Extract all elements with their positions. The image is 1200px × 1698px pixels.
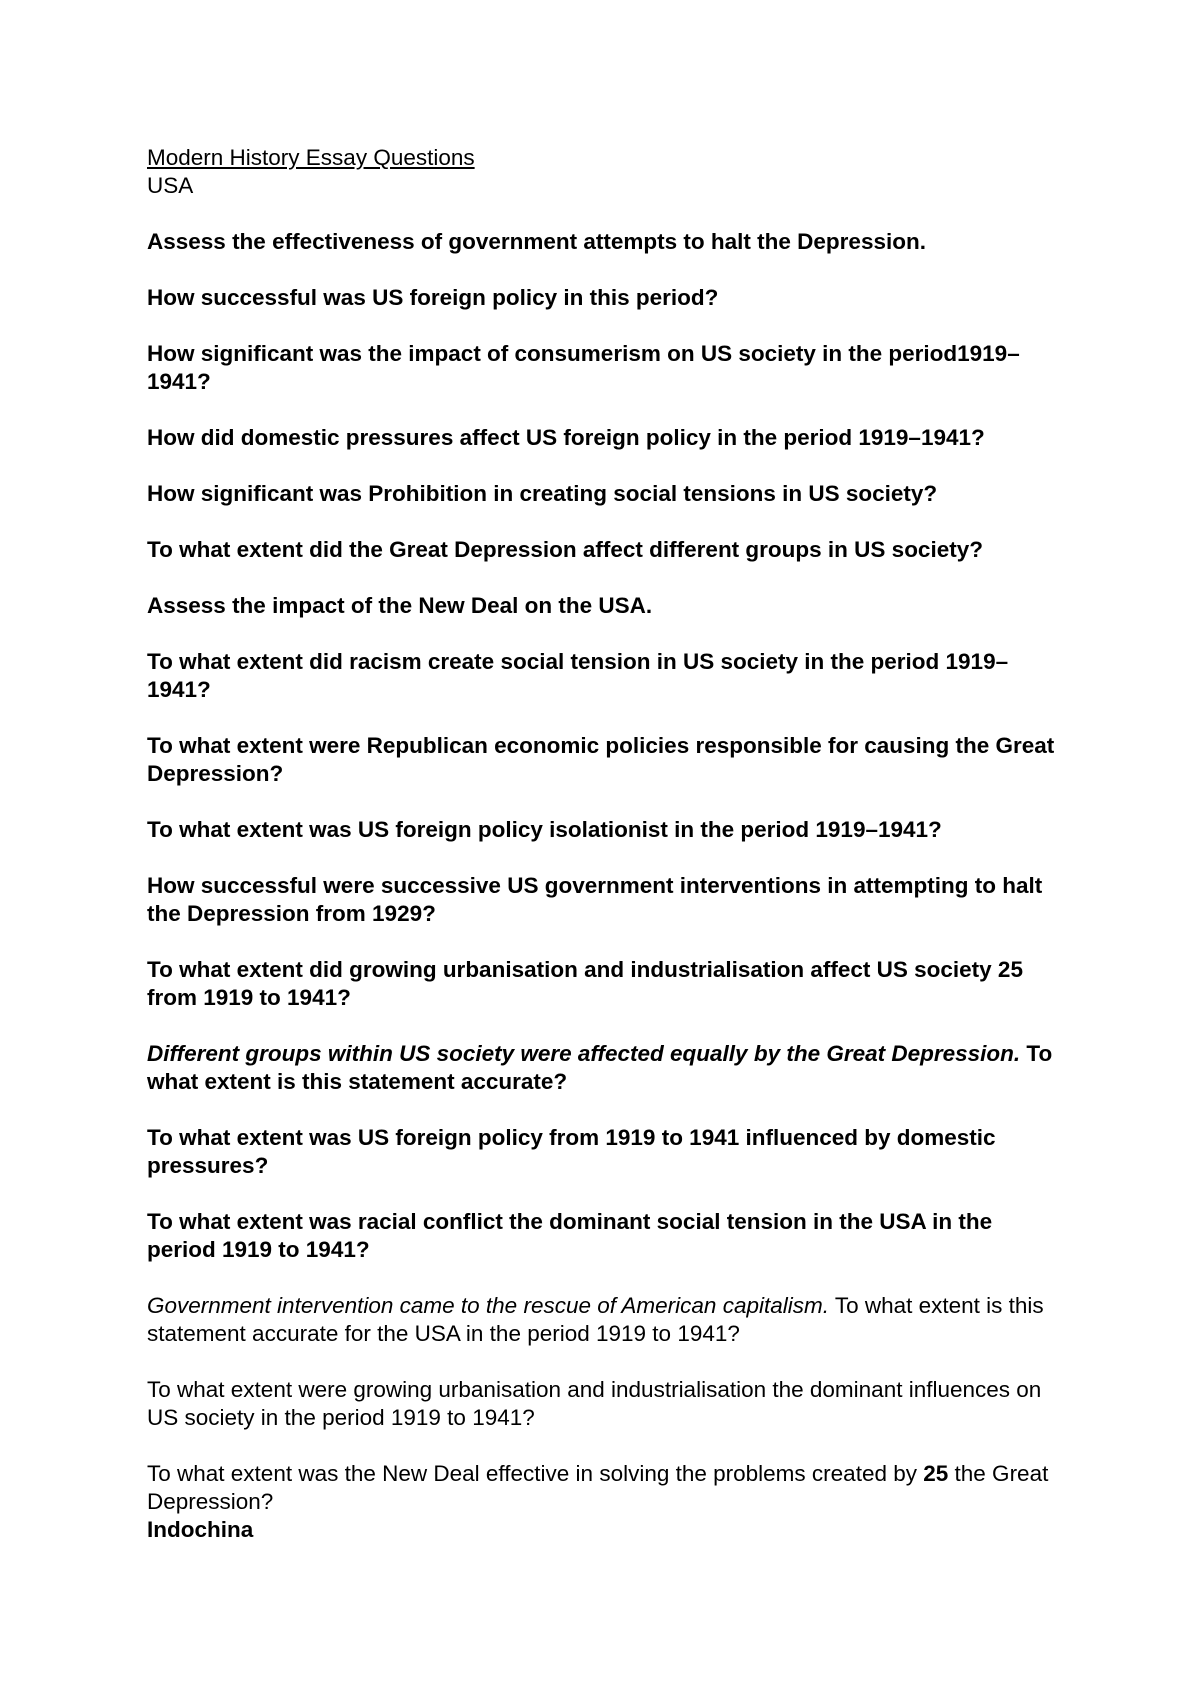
- question-16: [147, 1292, 1067, 1348]
- question-11: How successful were successive US government interventions in attempting to halt the Depression from 1929?: [147, 873, 1043, 926]
- question-6: To what extent did the Great Depression affect different groups in US society?: [147, 537, 983, 562]
- question-13-prompt: To what extent is this statement accurate?: [147, 1041, 1053, 1094]
- question-9: To what extent were Republican economic policies responsible for causing the Great Depression?: [147, 733, 1055, 786]
- question-18-part-1: To what extent was the New Deal effective in solving the problems created by: [147, 1461, 924, 1486]
- section-heading-usa: USA: [147, 173, 194, 198]
- question-18-bold-number: 25: [923, 1461, 949, 1486]
- spacer: [147, 200, 1067, 228]
- question-17: To what extent were growing urbanisation and industrialisation the dominant influences on US society in the period 1919 to 1941?: [147, 1377, 1042, 1430]
- question-18-part-2: the Great Depression?: [147, 1461, 1049, 1514]
- question-3: How significant was the impact of consumerism on US society in the period1919–1941?: [147, 341, 1020, 394]
- question-12: To what extent did growing urbanisation and industrialisation affect US society 25 from 1919 to 1941?: [147, 957, 1023, 1010]
- question-8: To what extent did racism create social tension in US society in the period 1919–1941?: [147, 649, 1009, 702]
- document-page: [147, 144, 1067, 1544]
- question-2: How successful was US foreign policy in this period?: [147, 285, 719, 310]
- question-10: To what extent was US foreign policy isolationist in the period 1919–1941?: [147, 817, 942, 842]
- document-title: Modern History Essay Questions: [147, 145, 475, 170]
- question-18: [147, 1460, 1067, 1516]
- question-15: To what extent was racial conflict the dominant social tension in the USA in the period 1919 to 1941?: [147, 1209, 993, 1262]
- question-4: How did domestic pressures affect US foreign policy in the period 1919–1941?: [147, 425, 985, 450]
- question-16-italic-statement: Government intervention came to the rescue of American capitalism.: [147, 1293, 829, 1318]
- question-13-italic-statement: Different groups within US society were affected equally by the Great Depression.: [147, 1041, 1021, 1066]
- question-1: Assess the effectiveness of government attempts to halt the Depression.: [147, 229, 926, 254]
- question-7: Assess the impact of the New Deal on the USA.: [147, 593, 653, 618]
- question-16-prompt: To what extent is this statement accurate for the USA in the period 1919 to 1941?: [147, 1293, 1044, 1346]
- section-heading-indochina: Indochina: [147, 1517, 254, 1542]
- question-13: [147, 1040, 1067, 1096]
- question-14: To what extent was US foreign policy from 1919 to 1941 influenced by domestic pressures?: [147, 1125, 996, 1178]
- question-5: How significant was Prohibition in creating social tensions in US society?: [147, 481, 938, 506]
